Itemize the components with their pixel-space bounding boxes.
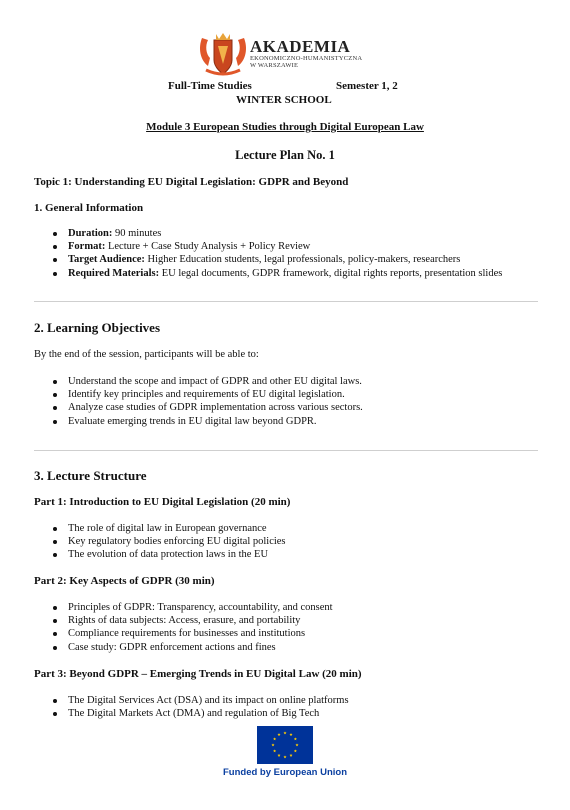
lecture-plan-title: Lecture Plan No. 1 (235, 148, 335, 162)
lecture-structure-heading: 3. Lecture Structure (34, 468, 147, 483)
list-item: The role of digital law in European governance (34, 522, 554, 535)
list-item: The evolution of data protection laws in the EU (34, 548, 554, 561)
list-item: The Digital Services Act (DSA) and its impact on online platforms (34, 694, 554, 707)
part-3-title: Part 3: Beyond GDPR – Emerging Trends in EU Digital Law (20 min) (34, 668, 362, 680)
brand-name: AKADEMIA (250, 37, 351, 56)
brand-subtitle: EKONOMICZNO-HUMANISTYCZNA (250, 55, 363, 62)
eu-flag-icon (257, 726, 313, 764)
list-item: Format: Lecture + Case Study Analysis + Policy Review (34, 240, 554, 253)
list-item: Required Materials: EU legal documents, GDPR framework, digital rights reports, presentation slides (34, 267, 554, 280)
part-2-title: Part 2: Key Aspects of GDPR (30 min) (34, 575, 215, 587)
list-item: Rights of data subjects: Access, erasure, and portability (34, 614, 554, 627)
list-item: The Digital Markets Act (DMA) and regulation of Big Tech (34, 707, 554, 720)
topic-title: Topic 1: Understanding EU Digital Legislation: GDPR and Beyond (34, 176, 349, 188)
part-1-title: Part 1: Introduction to EU Digital Legislation (20 min) (34, 496, 291, 508)
section-divider (34, 301, 538, 302)
general-info-list (34, 227, 554, 280)
list-item: Analyze case studies of GDPR implementation across various sectors. (34, 401, 554, 414)
objectives-intro: By the end of the session, participants will be able to: (34, 349, 259, 360)
list-item: Key regulatory bodies enforcing EU digital policies (34, 535, 554, 548)
list-item: Target Audience: Higher Education students, legal professionals, policy-makers, researchers (34, 253, 554, 266)
list-item: Compliance requirements for businesses and institutions (34, 627, 554, 640)
funded-by-eu-label: Funded by European Union (222, 767, 348, 778)
list-item: Duration: 90 minutes (34, 227, 554, 240)
brand-block (250, 38, 362, 69)
list-item: Case study: GDPR enforcement actions and fines (34, 641, 554, 654)
part-3-list (34, 694, 554, 720)
list-item: Principles of GDPR: Transparency, accountability, and consent (34, 601, 554, 614)
general-info-heading: 1. General Information (34, 202, 144, 214)
part-2-list (34, 601, 554, 654)
section-divider (34, 450, 538, 451)
list-item: Evaluate emerging trends in EU digital law beyond GDPR. (34, 415, 554, 428)
brand-city: W WARSZAWIE (250, 62, 299, 69)
semester: Semester 1, 2 (336, 80, 398, 92)
objectives-list (34, 375, 554, 428)
list-item: Identify key principles and requirements of EU digital legislation. (34, 388, 554, 401)
school-title: WINTER SCHOOL (236, 94, 332, 106)
part-1-list (34, 522, 554, 562)
list-item: Understand the scope and impact of GDPR and other EU digital laws. (34, 375, 554, 388)
study-mode: Full-Time Studies (168, 80, 252, 92)
learning-objectives-heading: 2. Learning Objectives (34, 320, 161, 335)
module-title: Module 3 European Studies through Digital European Law (146, 121, 424, 133)
akademia-crest-logo (196, 30, 250, 80)
